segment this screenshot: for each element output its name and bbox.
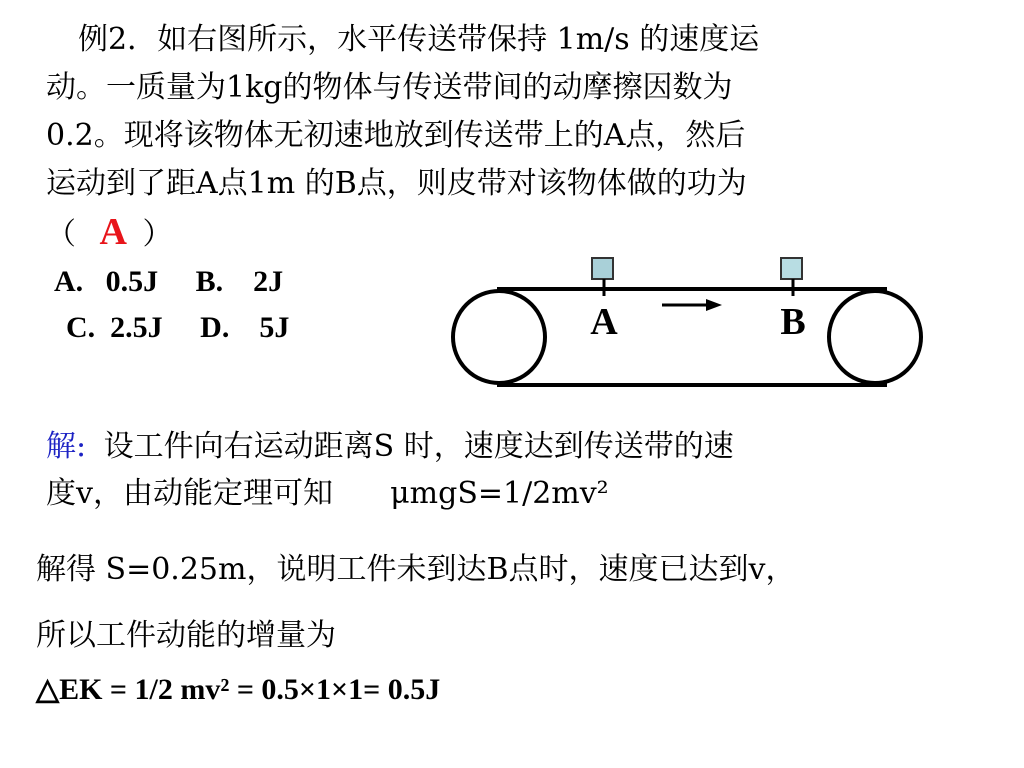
- answer-blank: [46, 210, 173, 257]
- solution-line-4: 所以工件动能的增量为: [36, 618, 336, 653]
- options-row-1: A. 0.5J B. 2J: [54, 265, 284, 298]
- solution-line-1: [46, 425, 734, 469]
- problem-line-3: 0.2。现将该物体无初速地放到传送带上的A点，然后: [46, 118, 746, 153]
- solution-text-1: 设工件向右运动距离S 时，速度达到传送带的速: [103, 429, 734, 464]
- label-a: A: [590, 301, 618, 343]
- label-b: B: [780, 301, 806, 343]
- options-row-2: C. 2.5J D. 5J: [66, 311, 290, 344]
- problem-line-1: 例2．如右图所示，水平传送带保持 1m/s 的速度运: [78, 22, 760, 57]
- answer-letter: A: [99, 211, 127, 253]
- solution-line-3: 解得 S=0.25m，说明工件未到达B点时，速度已达到v，: [36, 552, 796, 587]
- direction-arrow-head: [706, 299, 722, 311]
- paren-close: ）: [142, 217, 173, 252]
- problem-line-2: 动。一质量为1kg的物体与传送带间的动摩擦因数为: [46, 70, 733, 105]
- solution-line-2: 度v，由动能定理可知 μmgS=1/2mv²: [46, 476, 609, 511]
- right-pulley: [829, 291, 921, 383]
- block-at-a: [592, 258, 613, 279]
- paren-open: （: [46, 217, 76, 252]
- solution-line-5: △EK = 1/2 mv² = 0.5×1×1= 0.5J: [36, 673, 441, 706]
- left-pulley: [453, 291, 545, 383]
- solution-label: 解:: [46, 429, 87, 464]
- conveyor-belt-diagram: [440, 250, 940, 400]
- block-at-b: [781, 258, 802, 279]
- problem-line-4: 运动到了距A点1m 的B点，则皮带对该物体做的功为: [46, 166, 747, 201]
